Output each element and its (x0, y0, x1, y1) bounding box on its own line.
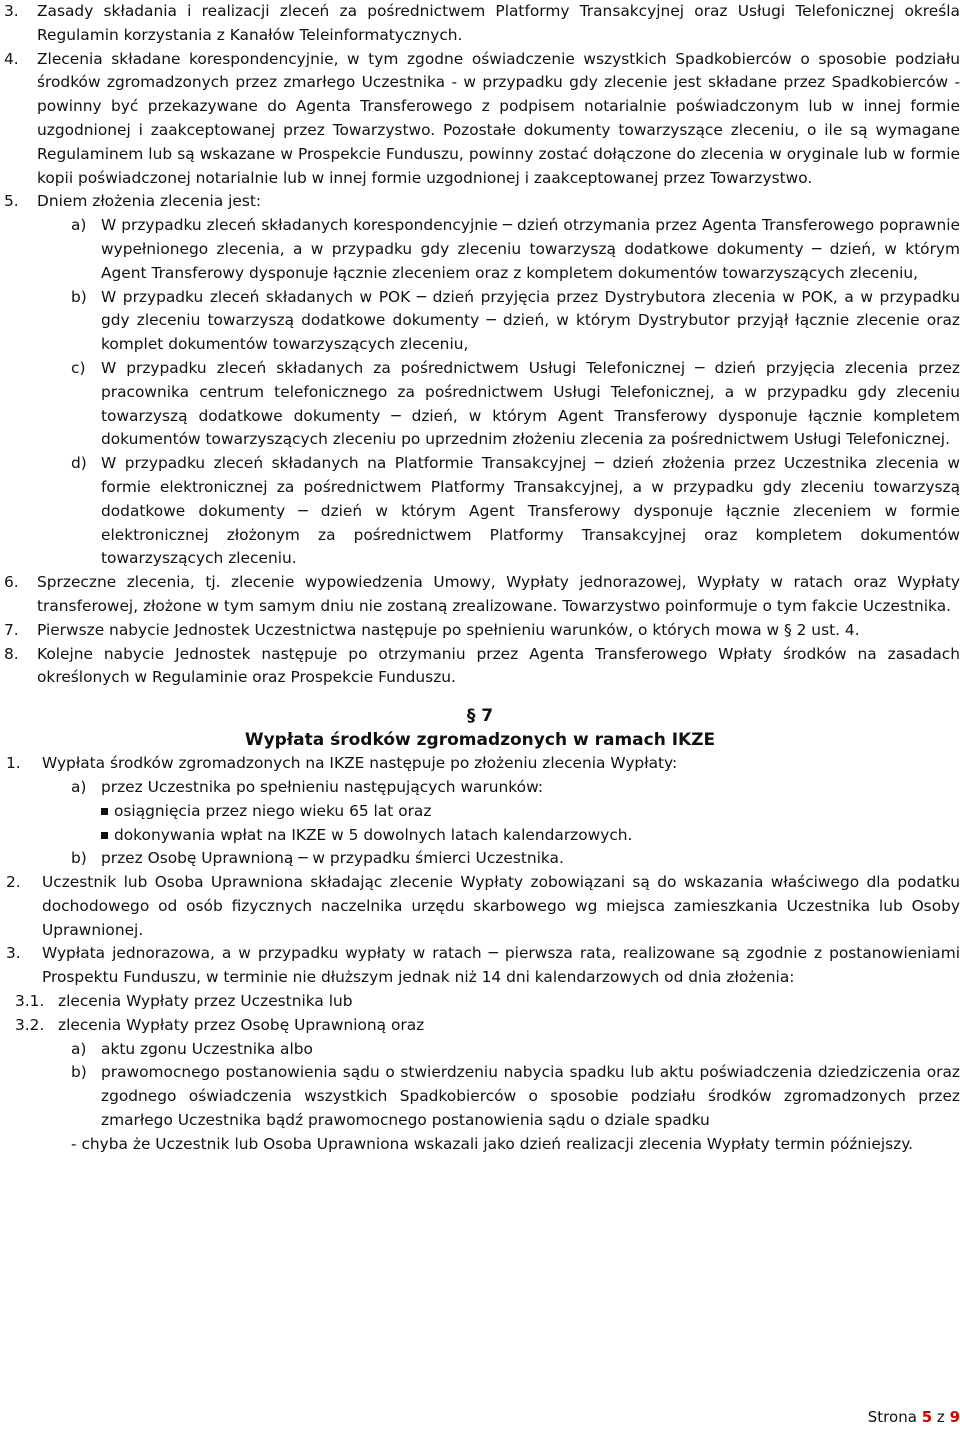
item-text: Pierwsze nabycie Jednostek Uczestnictwa następuje po spełnieniu warunków, o których mowa w § 2 ust. 4. (37, 620, 860, 639)
sub-item (0, 776, 960, 800)
item-text: Wypłata jednorazowa, a w przypadku wypłaty w ratach ─ pierwsza rata, realizowane są zgodnie z postanowieniami Prospektu Funduszu, w terminie nie dłuższym jednak niż 14 dni kalendarzowych od dnia złożenia: (42, 944, 960, 987)
list-item (0, 871, 960, 942)
total-pages-number: 9 (949, 1408, 960, 1426)
footer-label: Strona (867, 1408, 917, 1426)
list-item (0, 190, 960, 214)
sub-item (0, 214, 960, 285)
bullet-item (0, 800, 960, 824)
item-text: Wypłata środków zgromadzonych na IKZE następuje po złożeniu zlecenia Wypłaty: (42, 754, 678, 773)
item-number: 5. (4, 192, 19, 211)
list-item (0, 643, 960, 691)
sub-item-label: b) (71, 287, 87, 306)
item-number: 6. (4, 573, 19, 592)
sub-item-text: W przypadku zleceń składanych na Platformie Transakcyjnej ─ dzień złożenia przez Uczestnika zlecenia w formie elektronicznej za pośrednictwem Platformy Transakcyjnej, a w przypadku gdy zleceniu towarzyszą dodatkowe dokumenty ─ dzień w którym Agent Transferowy dysponuje łącznie zleceniem w formie elektronicznej złożonym za pośrednictwem Platformy Transakcyjnej oraz kompletem dokumentów towarzyszących zleceniu. (101, 454, 960, 568)
section-paragraph-sign: § 7 (466, 706, 494, 727)
sub-item-text: aktu zgonu Uczestnika albo (101, 1039, 313, 1058)
item-text: zlecenia Wypłaty przez Uczestnika lub (58, 992, 353, 1011)
sub-item (0, 1038, 960, 1062)
closing-clause: - chyba że Uczestnik lub Osoba Uprawniona wskazali jako dzień realizacji zlecenia Wypłaty termin późniejszy. (71, 1134, 914, 1153)
item-text: Dniem złożenia zlecenia jest: (37, 192, 262, 211)
list-item (0, 619, 960, 643)
item-number: 7. (4, 620, 19, 639)
item-number: 8. (4, 644, 19, 663)
list-item (0, 0, 960, 48)
sub-item-text: W przypadku zleceń składanych korespondencyjnie ─ dzień otrzymania przez Agenta Transferowego poprawnie wypełnionego zlecenia, a w przypadku gdy zleceniu towarzyszą dodatkowe dokumenty ─ dzień, w którym Agent Transferowy dysponuje łącznie zleceniem oraz z kompletem dokumentów towarzyszących zleceniu, (101, 216, 960, 282)
page-footer (868, 1407, 960, 1427)
item-number: 3.1. (15, 992, 45, 1011)
item-text: Zlecenia składane korespondencyjnie, w tym zgodne oświadczenie wszystkich Spadkobierców o sposobie podziału środków zgromadzonych przez zmarłego Uczestnika - w przypadku gdy zlecenie jest składane przez Spadkobierców - powinny być przekazywane do Agenta Transferowego z podpisem notarialnie poświadczonym lub w innej formie uzgodnionej i zaakceptowanej przez Towarzystwo. Pozostałe dokumenty towarzyszące zleceniu, o ile są wymagane Regulaminem lub są wskazane w Prospekcie Funduszu, powinny zostać dołączone do zlecenia w oryginale lub w formie kopii poświadczonej notarialnie lub w innej formie uzgodnionej i zaakceptowanej przez Towarzystwo. (37, 49, 960, 187)
item-number: 4. (4, 49, 19, 68)
sub-item-text: W przypadku zleceń składanych w POK ─ dzień przyjęcia przez Dystrybutora zlecenia w POK, a w przypadku gdy zleceniu towarzyszą dodatkowe dokumenty ─ dzień, w którym Dystrybutor przyjął łącznie zlecenie oraz komplet dokumentów towarzyszących zleceniu, (101, 287, 960, 354)
bullet-text: dokonywania wpłat na IKZE w 5 dowolnych latach kalendarzowych. (114, 825, 633, 844)
sub-item (0, 286, 960, 357)
sub-item-label: a) (71, 216, 87, 235)
sub-item (0, 1061, 960, 1132)
sub-item-label: b) (71, 1063, 87, 1082)
square-bullet-icon (101, 808, 108, 815)
bullet-text: osiągnięcia przez niego wieku 65 lat oraz (114, 801, 432, 820)
list-item (0, 48, 960, 191)
sub-item-label: b) (71, 849, 87, 868)
sub-item (0, 452, 960, 571)
sub-item-label: a) (71, 1039, 87, 1058)
item-number: 1. (6, 754, 21, 773)
list-item (0, 752, 960, 776)
sub-item-label: d) (71, 454, 87, 473)
sub-item-text: W przypadku zleceń składanych za pośrednictwem Usługi Telefonicznej ─ dzień przyjęcia zlecenia przez pracownika centrum telefonicznego za pośrednictwem Usługi Telefonicznej, a w przypadku gdy zleceniu towarzyszą dodatkowe dokumenty ─ dzień, w którym Agent Transferowy dysponuje łącznie kompletem dokumentów towarzyszących zleceniu po uprzednim złożeniu zlecenia za pośrednictwem Usługi Telefonicznej. (101, 358, 960, 449)
sub-item (0, 847, 960, 871)
section-title: Wypłata środków zgromadzonych w ramach IKZE (244, 730, 716, 751)
decimal-sub-item (0, 1014, 960, 1038)
square-bullet-icon (101, 832, 108, 839)
item-text: Zasady składania i realizacji zleceń za pośrednictwem Platformy Transakcyjnej oraz Usługi Telefonicznej określa Regulamin korzystania z Kanałów Teleinformatycznych. (37, 2, 960, 44)
item-text: Sprzeczne zlecenia, tj. zlecenie wypowiedzenia Umowy, Wypłaty jednorazowej, Wypłaty w ratach oraz Wypłaty transferowej, złożone w tym samym dniu nie zostaną zrealizowane. Towarzystwo poinformuje o tym fakcie Uczestnika. (37, 573, 960, 615)
item-number: 3.2. (15, 1015, 45, 1034)
sub-item (0, 357, 960, 452)
item-number: 2. (6, 873, 21, 892)
decimal-sub-item (0, 990, 960, 1014)
item-text: Uczestnik lub Osoba Uprawniona składając zlecenie Wypłaty zobowiązani są do wskazania właściwego dla podatku dochodowego od osób fizycznych naczelnika urzędu skarbowego wg miejsca zamieszkania Uczestnika lub Osoby Uprawnionej. (42, 873, 960, 939)
list-item (0, 942, 960, 990)
item-number: 3. (6, 944, 21, 963)
item-text: zlecenia Wypłaty przez Osobę Uprawnioną oraz (58, 1015, 425, 1034)
sub-item-label: a) (71, 777, 87, 796)
sub-item-label: c) (71, 358, 86, 377)
current-page-number: 5 (921, 1408, 933, 1426)
footer-of: z (936, 1408, 945, 1426)
sub-item-text: przez Uczestnika po spełnieniu następujących warunków: (101, 777, 544, 796)
item-number: 3. (4, 2, 19, 20)
item-text: Kolejne nabycie Jednostek następuje po otrzymaniu przez Agenta Transferowego Wpłaty środków na zasadach określonych w Regulaminie oraz Prospekcie Funduszu. (37, 644, 960, 687)
bullet-item (0, 824, 960, 848)
sub-item-text: przez Osobę Uprawnioną ─ w przypadku śmierci Uczestnika. (101, 849, 564, 868)
sub-item-text: prawomocnego postanowienia sądu o stwierdzeniu nabycia spadku lub aktu poświadczenia dziedziczenia oraz zgodnego oświadczenia wszystkich Spadkobierców o sposobie podziału środków zgromadzonych przez zmarłego Uczestnika bądź prawomocnego postanowienia sądu o dziale spadku (101, 1063, 960, 1130)
list-item (0, 571, 960, 619)
